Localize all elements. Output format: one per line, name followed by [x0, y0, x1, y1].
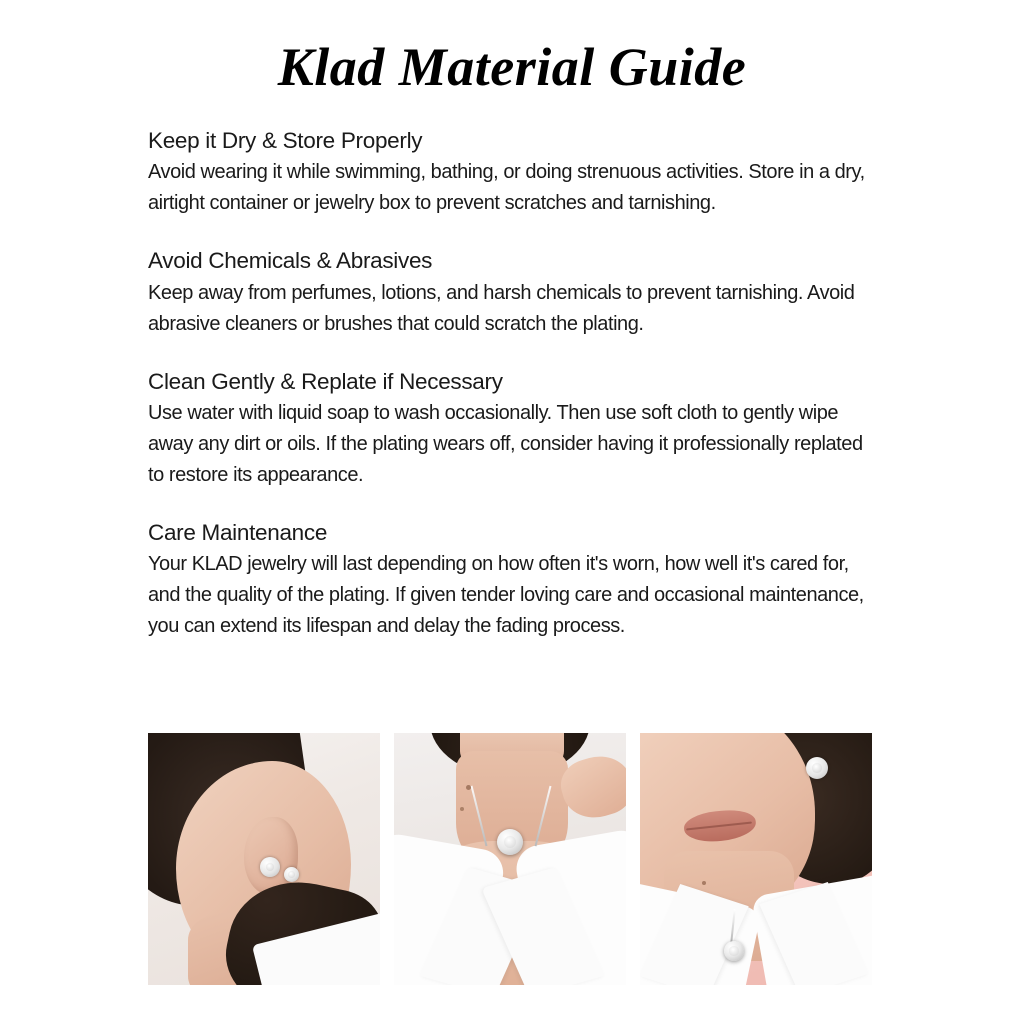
gallery-photo-earring-pink [640, 733, 872, 985]
pendant-icon [497, 829, 523, 855]
pendant-icon [724, 941, 744, 961]
section-heading: Avoid Chemicals & Abrasives [148, 248, 433, 274]
skin-mark [466, 785, 471, 790]
skin-mark [702, 881, 706, 885]
section-heading: Keep it Dry & Store Properly [148, 128, 423, 153]
section-heading: Clean Gently & Replate if Necessary [148, 368, 503, 394]
section-body: Avoid wearing it while swimming, bathing, or doing strenuous activities. Store in a dry, airtight container or jewelry box to prevent scratches and tarnishing. [148, 161, 865, 215]
skin-mark [460, 807, 464, 811]
gallery-photo-necklace [394, 733, 626, 985]
product-photo-gallery [148, 733, 872, 985]
section-avoid-chemicals [148, 246, 876, 339]
section-body: Your KLAD jewelry will last depending on how often it's worn, how well it's cared for, and the quality of the plating. If given tender loving care and occasional maintenance, you can extend its lifespan and delay the fading process. [148, 553, 864, 637]
stud-earring-icon [260, 857, 280, 877]
guide-sections [0, 126, 1024, 642]
stud-earring-small-icon [284, 867, 299, 882]
section-clean-gently [148, 367, 876, 491]
section-heading: Care Maintenance [148, 519, 328, 545]
page-title: Klad Material Guide [277, 37, 747, 97]
section-keep-it-dry [148, 126, 876, 219]
section-care-maintenance [148, 518, 876, 642]
section-body: Keep away from perfumes, lotions, and harsh chemicals to prevent tarnishing. Avoid abrasive cleaners or brushes that could scratch the plating. [148, 281, 855, 335]
gallery-photo-earrings-profile [148, 733, 380, 985]
stud-earring-icon [806, 757, 828, 779]
section-body: Use water with liquid soap to wash occasionally. Then use soft cloth to gently wipe away any dirt or oils. If the plating wears off, consider having it professionally replated to restore its appearance. [148, 401, 863, 486]
